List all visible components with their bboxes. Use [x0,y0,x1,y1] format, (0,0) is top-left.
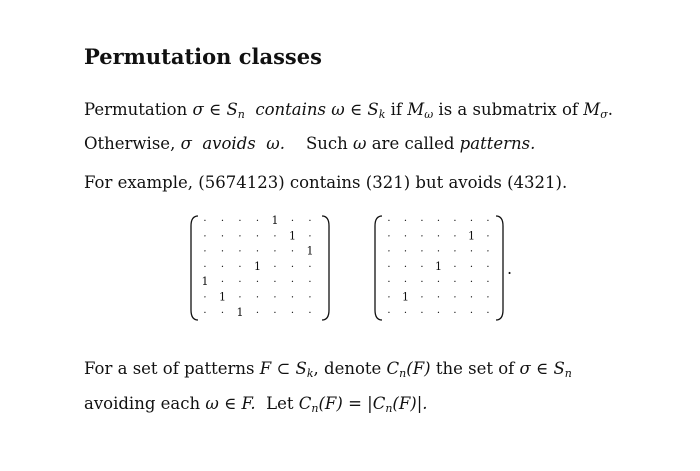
matrix-entry-dot: · [453,277,457,289]
matrix-entry-dot: · [238,231,242,243]
math-eq: (F) = |C [318,394,386,413]
definition-line-1 [84,102,613,119]
subscript-k: k [306,367,314,380]
matrix-entry-dot: · [453,246,457,258]
perm-5674123: (5674123) [198,173,285,192]
matrix-entry-dot: · [255,277,260,289]
text-such: Such [305,134,348,153]
matrix-entry-dot: · [403,307,408,319]
matrix-entry-one: 1 [236,305,244,319]
matrix-entry-dot: · [308,307,312,319]
math-sigma: σ [180,134,192,153]
matrix-entry-dot: · [420,307,424,319]
matrix-entry-dot: · [220,231,225,243]
matrix-entry-dot: · [387,261,391,273]
subscript-sigma: σ [600,108,608,121]
matrix-entry-dot: · [387,292,391,304]
math-calF-paren: (F) [406,359,431,378]
slide-title: Permutation classes [84,44,322,69]
perm-4321: (4321). [507,173,568,192]
matrix-entry-dot: · [486,231,490,243]
matrix-entry-dot: · [436,216,441,227]
matrix-entry-dot: · [290,261,295,273]
text-for-example: For example, [84,173,194,192]
text-for-a-set: For a set of patterns [84,359,255,378]
math-sigma-in-sn-2 [520,359,572,378]
matrix-entry-dot: · [469,216,474,227]
math-calC: C [386,359,400,378]
matrix-entry-one: 1 [219,290,226,304]
matrix-entry-dot: · [308,292,312,304]
matrix-entry-one: 1 [254,259,261,273]
matrix-entry-dot: · [469,277,474,289]
right-bracket [322,216,329,320]
text-are-called: are called [371,134,455,153]
text-is-submatrix: is a submatrix of [438,100,579,119]
subscript-n: n [237,108,245,121]
matrix-entry-dot: · [436,307,441,319]
matrix-entry-dot: · [220,277,225,289]
perm-321: (321) [365,173,411,192]
math-m: M [583,100,601,119]
math-m-sigma [583,100,607,119]
math-end: (F)|. [392,394,428,413]
subscript-n: n [564,367,572,380]
text-avoiding-each: avoiding each [84,394,201,413]
math-sigma-in-s: σ ∈ S [192,100,238,119]
matrix-entry-dot: · [387,216,391,227]
matrix-entry-dot: · [486,277,490,289]
matrix-period: . [507,259,513,278]
text-avoids: avoids [202,134,256,153]
matrix-entry-dot: · [308,231,312,243]
matrix-entry-dot: · [238,216,242,227]
matrix-entry-dot: · [403,246,408,258]
matrix-entry-dot: · [290,246,295,258]
text-otherwise: Otherwise, [84,134,176,153]
example-line [84,175,567,192]
matrix-entry-dot: · [203,216,207,227]
matrix-entry-dot: · [308,261,312,273]
matrix-entry-one: 1 [201,275,209,289]
matrix-entry-dot: · [420,246,424,258]
matrix-entry-dot: · [469,246,474,258]
matrix-entry-dot: · [403,277,408,289]
math-sigma-in-sn [192,100,244,119]
math-omega-dot: ω. [266,134,285,153]
text-contains: contains [255,100,326,119]
math-calC-n [387,359,431,378]
matrix-entry-dot: · [387,307,391,319]
text-contains-2: contains [289,173,361,192]
matrix-svg-2 [374,214,504,322]
matrix-entry-dot: · [273,277,277,289]
matrix-entry-dot: · [255,307,260,319]
matrix-entry-one: 1 [468,229,475,243]
matrix-entry-dot: · [290,277,295,289]
matrix-entry-dot: · [403,231,408,243]
math-subset: ⊂ [276,359,291,378]
matrix-entry-dot: · [453,307,457,319]
matrix-entry-one: 1 [289,229,296,243]
matrix-entry-dot: · [420,292,424,304]
matrix-entry-dot: · [238,277,242,289]
math-omega-in-F: ω ∈ F. [205,394,256,413]
math-sigma-in-s: σ ∈ S [519,359,565,378]
text-let: Let [266,394,294,413]
matrix-entry-dot: · [387,277,391,289]
matrix-entry-dot: · [203,261,207,273]
matrix-entry-dot: · [255,246,260,258]
matrix-entry-dot: · [238,261,242,273]
matrix-entry-dot: · [436,231,441,243]
matrix-entry-dot: · [420,231,424,243]
matrix-submatrix [374,214,504,322]
matrix-entry-dot: · [290,292,295,304]
matrix-entry-dot: · [255,292,260,304]
matrix-entry-dot: · [203,292,207,304]
matrix-entry-dot: · [273,246,277,258]
math-C: C [298,394,312,413]
matrix-entry-one: 1 [402,290,409,304]
text-permutation: Permutation [84,100,188,119]
matrix-entry-one: 1 [306,244,314,258]
matrix-svg-1 [190,214,330,322]
matrix-entry-dot: · [220,261,225,273]
matrix-entry-dot: · [273,292,277,304]
matrix-entry-dot: · [420,261,424,273]
math-omega-in-s: ω ∈ S [331,100,379,119]
matrix-entry-dot: · [486,246,490,258]
subscript-n: n [385,402,393,415]
matrix-entry-dot: · [290,307,295,319]
matrix-entry-dot: · [403,216,408,227]
matrix-entry-dot: · [273,231,277,243]
matrix-entry-dot: · [220,307,225,319]
subscript-n: n [399,367,407,380]
matrix-entry-dot: · [290,216,295,227]
definition-line-2 [84,136,535,153]
matrix-entry-dot: · [453,261,457,273]
matrix-entry-dot: · [255,231,260,243]
matrix-entry-dot: · [203,307,207,319]
math-s: S [295,359,307,378]
matrix-entry-dot: · [486,216,490,227]
math-m-omega [407,100,433,119]
matrix-entry-dot: · [203,246,207,258]
matrix-entry-dot: · [387,231,391,243]
math-calF: F [259,359,272,378]
punct-period: . [607,100,613,119]
text-the-set-of: the set of [435,359,515,378]
matrix-entry-dot: · [469,292,474,304]
text-if: if [390,100,403,119]
matrix-entry-dot: · [403,261,408,273]
subscript-n: n [311,402,319,415]
matrix-entry-dot: · [220,216,225,227]
matrix-entry-dot: · [469,261,474,273]
matrix-entry-dot: · [308,216,312,227]
matrix-entry-dot: · [387,246,391,258]
matrix-entry-dot: · [453,231,457,243]
text-but-avoids: but avoids [415,173,502,192]
matrix-entry-dot: · [220,246,225,258]
matrix-entry-dot: · [255,216,260,227]
matrix-m-sigma [190,214,330,322]
matrix-entry-dot: · [238,246,242,258]
matrix-entry-dot: · [469,307,474,319]
matrix-entry-dot: · [486,261,490,273]
math-omega: ω [353,134,367,153]
math-omega-in-sk [331,100,385,119]
matrix-entry-dot: · [273,261,277,273]
matrix-entry-dot: · [420,277,424,289]
subscript-k: k [378,108,386,121]
matrix-entry-one: 1 [271,214,279,227]
math-m: M [407,100,425,119]
left-bracket [191,216,198,320]
matrix-entry-dot: · [453,292,457,304]
right-bracket [496,216,503,320]
matrix-entry-dot: · [486,307,490,319]
matrix-entry-dot: · [273,307,277,319]
matrix-entry-one: 1 [435,259,442,273]
subscript-omega: ω [424,108,434,121]
matrix-entry-dot: · [203,231,207,243]
left-bracket [375,216,382,320]
text-patterns: patterns. [459,134,536,153]
notation-line-1 [84,361,572,378]
math-s-k [296,359,314,378]
matrix-entry-dot: · [238,292,242,304]
math-Cn-def [299,394,428,413]
matrix-entry-dot: · [436,292,441,304]
notation-line-2 [84,396,428,413]
matrix-entry-dot: · [453,216,457,227]
matrix-entry-dot: · [486,292,490,304]
matrix-entry-dot: · [436,246,441,258]
matrix-entry-dot: · [436,277,441,289]
matrix-entry-dot: · [420,216,424,227]
matrix-entry-dot: · [308,277,312,289]
text-denote: , denote [313,359,382,378]
